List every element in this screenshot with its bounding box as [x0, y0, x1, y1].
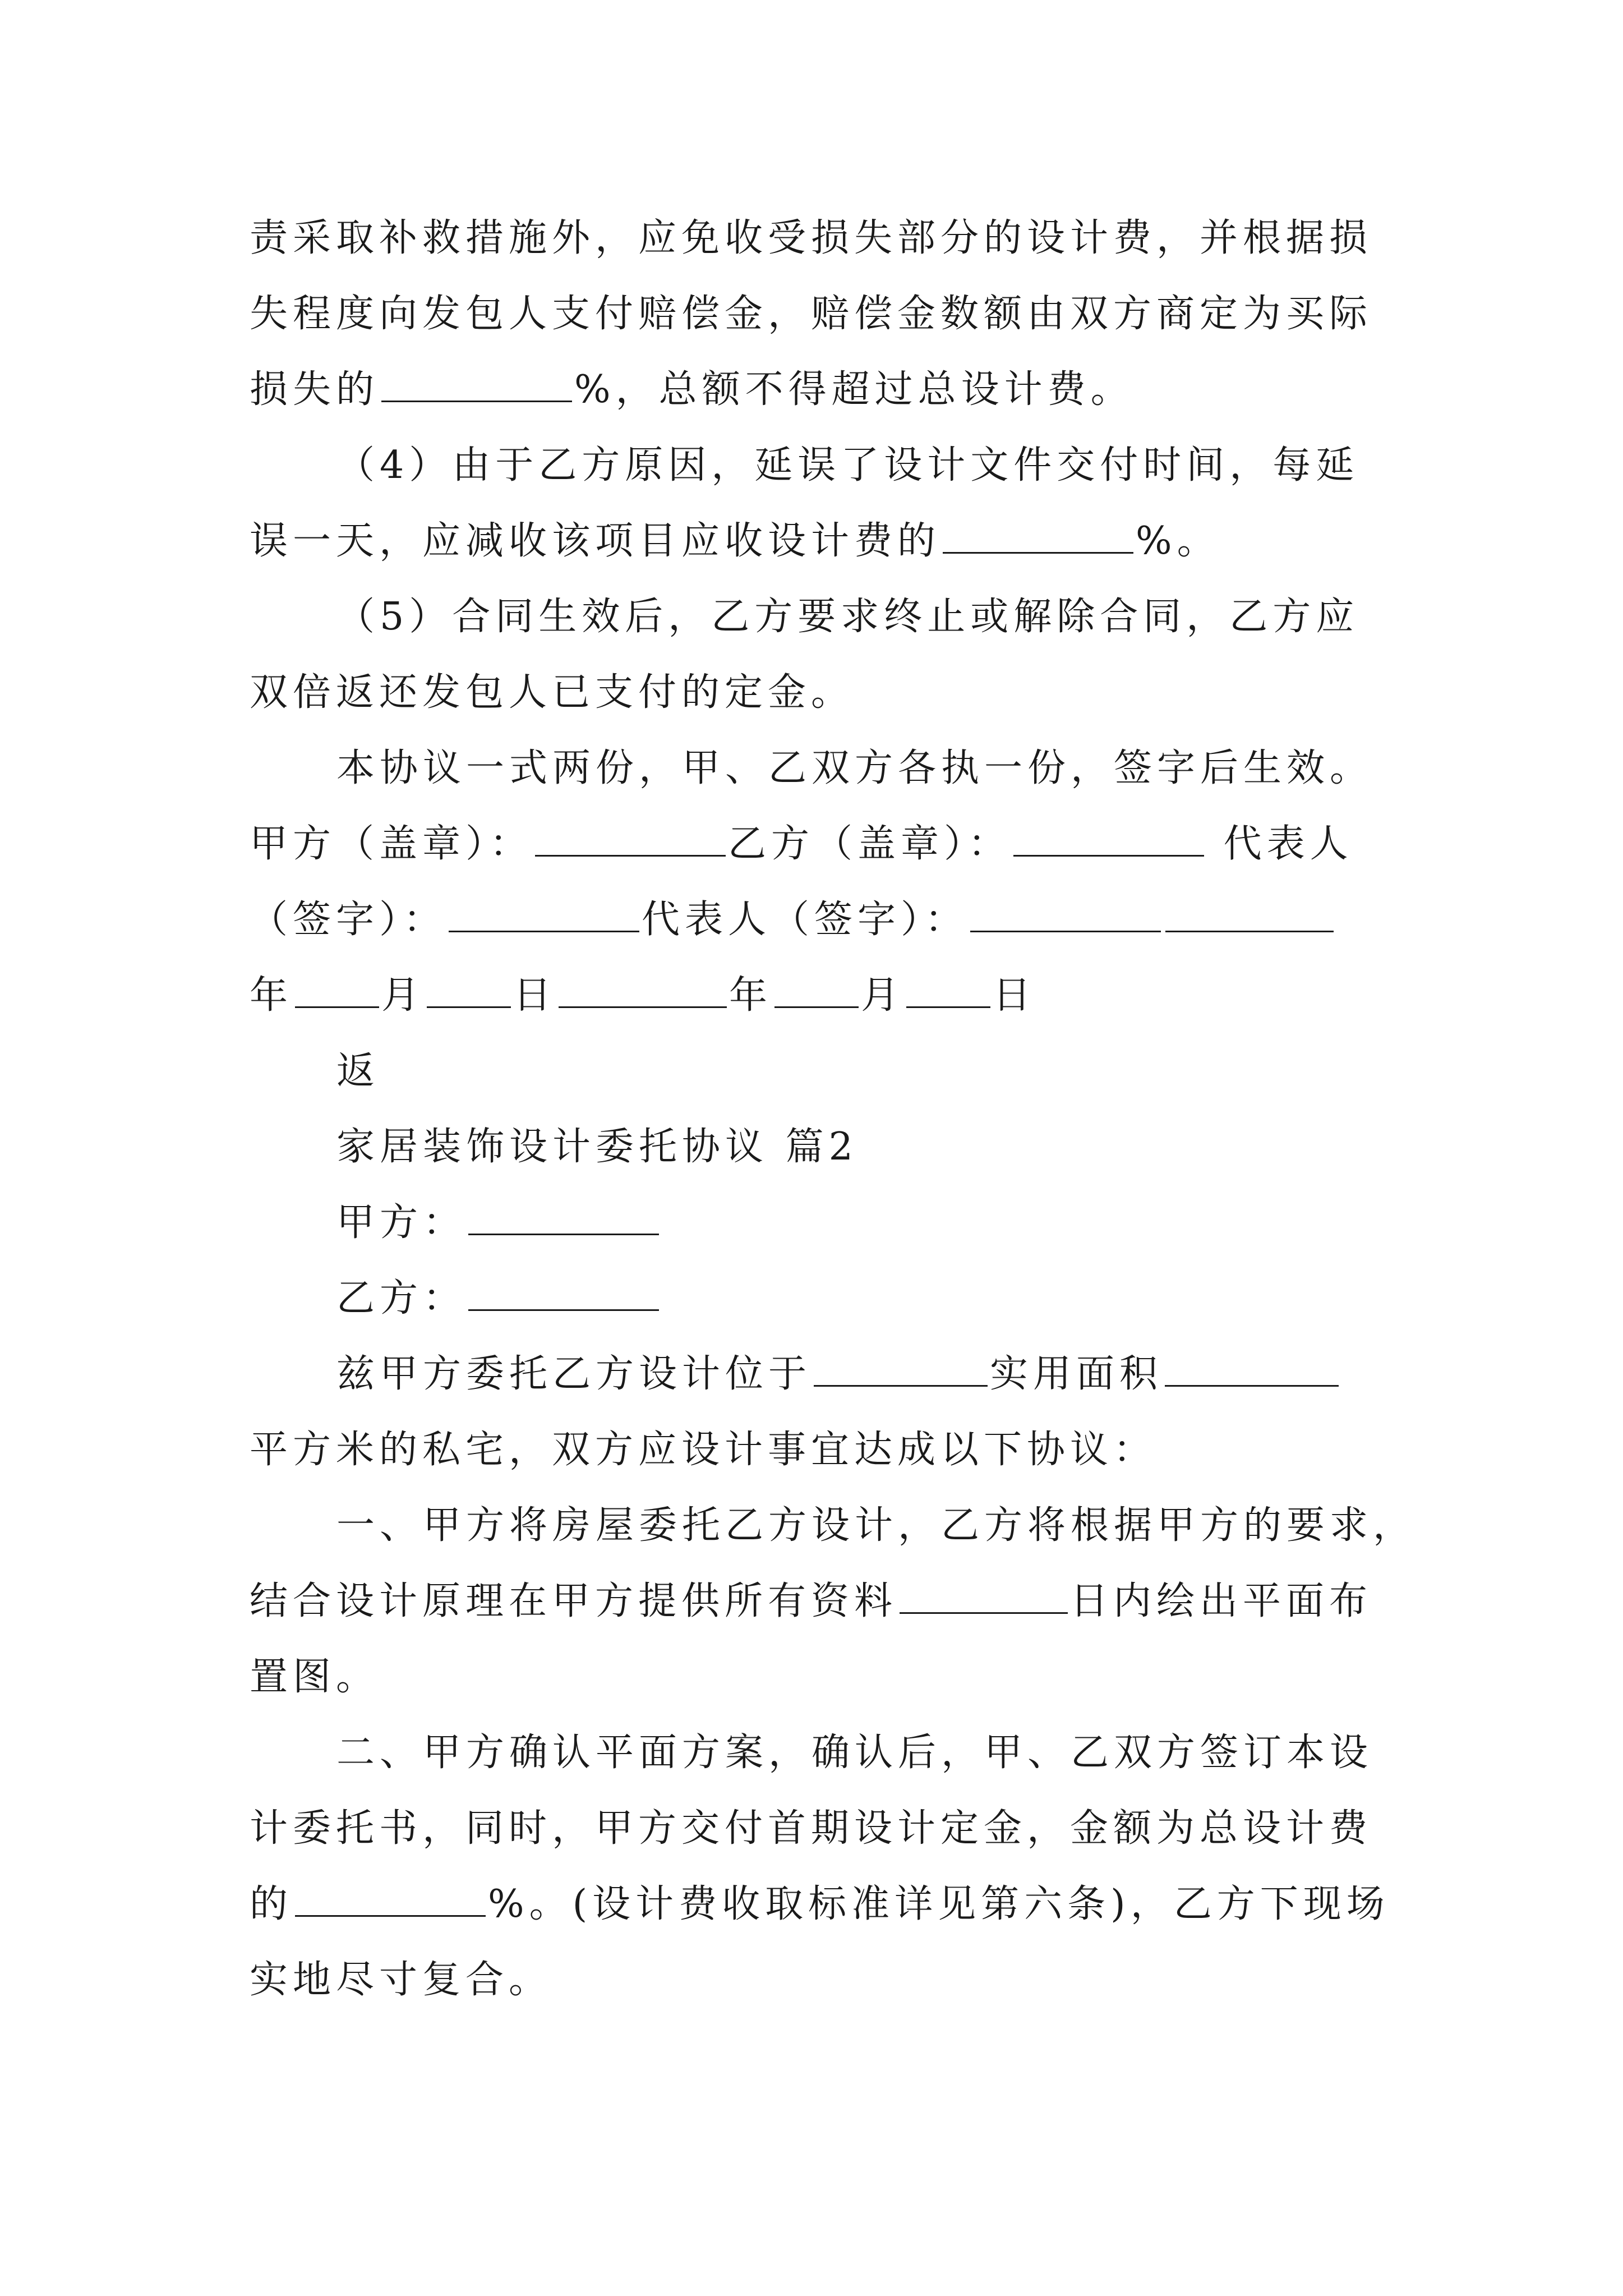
paragraph-line: 失程度向发包人支付赔偿金，赔偿金数额由双方商定为买际	[250, 292, 1373, 336]
fill-blank	[906, 972, 990, 1008]
paragraph-line: 双倍返还发包人已支付的定金。	[250, 670, 855, 715]
paragraph-line: 计委托书，同时，甲方交付首期设计定金，金额为总设计费	[250, 1806, 1373, 1851]
paragraph-line: 兹甲方委托乙方设计位于 实用面积	[336, 1349, 1341, 1400]
date-line: 年 月 日 年 月 日	[250, 970, 1036, 1021]
paragraph-line: （4）由于乙方原因，延误了设计文件交付时间，每延	[336, 443, 1359, 487]
paragraph-line: 一、甲方将房屋委托乙方设计，乙方将根据甲方的要求，	[336, 1503, 1417, 1548]
fill-blank	[1013, 820, 1204, 857]
paragraph-line: 责采取补救措施外，应免收受损失部分的设计费，并根据损	[250, 216, 1373, 260]
paragraph-line: （5）合同生效后，乙方要求终止或解除合同，乙方应	[336, 595, 1359, 639]
paragraph-line: 的 %。(设计费收取标准详见第六条)，乙方下现场	[250, 1879, 1390, 1930]
party-a-line: 甲方：	[336, 1198, 661, 1248]
fill-blank	[970, 896, 1161, 932]
fill-blank	[295, 1880, 486, 1917]
signature-line: （签字）： 代表人（签字）：	[250, 895, 1336, 945]
paragraph-line: 二、甲方确认平面方案，确认后，甲、乙双方签订本设	[336, 1731, 1373, 1775]
fill-blank	[943, 517, 1133, 554]
paragraph-line: 平方米的私宅，双方应设计事宜达成以下协议：	[250, 1428, 1157, 1472]
fill-blank	[1165, 896, 1334, 932]
signature-line: 甲方（盖章）： 乙方（盖章）： 代表人	[250, 819, 1353, 869]
paragraph-line: 损失的 %，总额不得超过总设计费。	[250, 365, 1134, 415]
fill-blank	[1165, 1350, 1339, 1387]
fill-blank	[814, 1350, 988, 1387]
fill-blank	[381, 366, 572, 402]
paragraph-line: 本协议一式两份，甲、乙双方各执一份，签字后生效。	[336, 746, 1373, 790]
fill-blank	[427, 972, 511, 1008]
paragraph-line: 实地尽寸复合。	[250, 1958, 552, 2002]
fill-blank	[535, 820, 726, 857]
return-text: 返	[336, 1049, 380, 1093]
fill-blank	[449, 896, 639, 932]
party-b-line: 乙方：	[336, 1273, 661, 1324]
fill-blank	[559, 972, 727, 1008]
paragraph-line: 结合设计原理在甲方提供所有资料 日内绘出平面布	[250, 1576, 1372, 1627]
fill-blank	[468, 1274, 659, 1311]
paragraph-line: 误一天，应减收该项目应收设计费的 %。	[250, 516, 1220, 567]
fill-blank	[774, 972, 859, 1008]
paragraph-line: 置图。	[250, 1655, 380, 1699]
fill-blank	[900, 1577, 1068, 1614]
section-title: 家居装饰设计委托协议 篇2	[336, 1125, 858, 1169]
fill-blank	[468, 1199, 659, 1235]
fill-blank	[295, 972, 379, 1008]
